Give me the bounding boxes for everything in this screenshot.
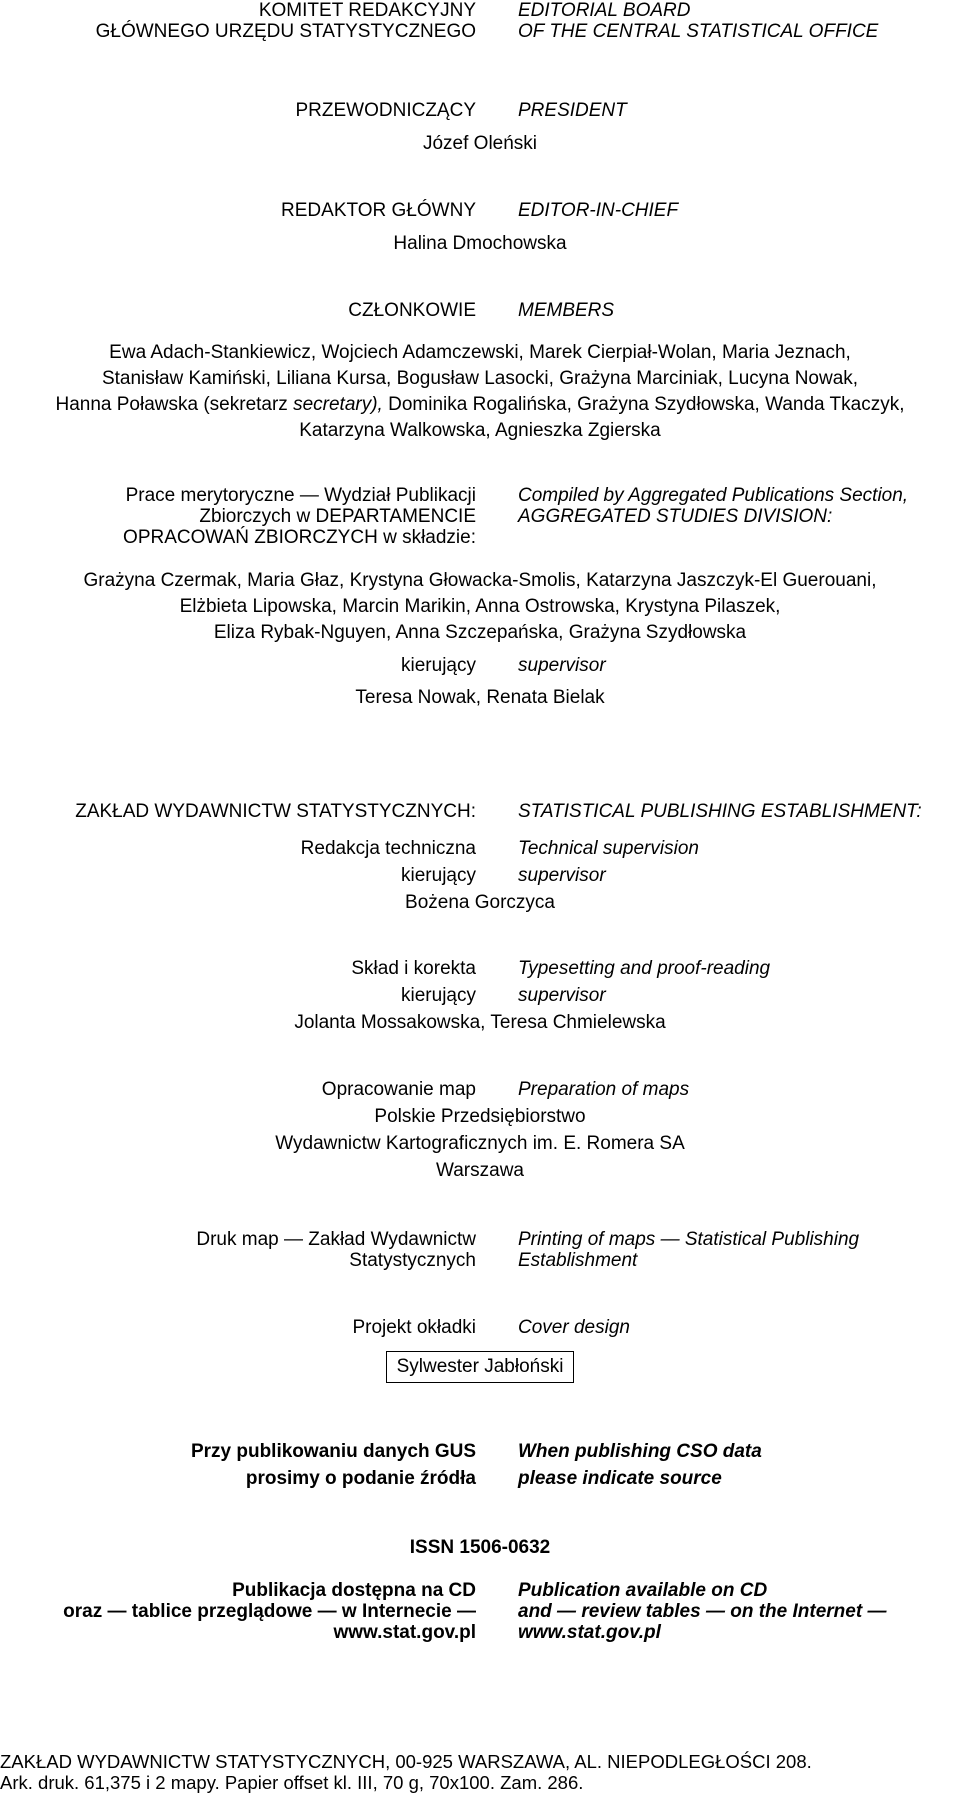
compiled-pl-1: Prace merytoryczne — Wydział Publikacji (125, 485, 476, 506)
compiled-supervisor-en: supervisor (518, 655, 606, 676)
availability-en-1: Publication available on CD (518, 1580, 768, 1601)
members-line-3-start: Hanna Poławska (sekretarz (55, 394, 294, 415)
establishment-pl: ZAKŁAD WYDAWNICTW STATYSTYCZNYCH: (75, 801, 476, 822)
tech-label-pl: Redakcja techniczna (300, 838, 476, 859)
tech-label-en: Technical supervision (518, 838, 699, 859)
print-pl-2: Statystycznych (349, 1250, 476, 1271)
maps-line-2: Wydawnictw Kartograficznych im. E. Romera SA (275, 1133, 685, 1154)
cover-label-pl: Projekt okładki (352, 1317, 476, 1338)
cover-label-en: Cover design (518, 1317, 630, 1338)
availability-pl-2: oraz — tablice przeglądowe — w Internecie — (63, 1601, 476, 1622)
members-line-3-end: Dominika Rogalińska, Grażyna Szydłowska, Wanda Tkaczyk, (382, 394, 905, 415)
typeset-supervisor-pl: kierujący (401, 985, 476, 1006)
members-line-2: Stanisław Kamiński, Liliana Kursa, Bogusław Lasocki, Grażyna Marciniak, Lucyna Nowak, (101, 368, 859, 389)
president-name: Józef Oleński (422, 133, 538, 154)
maps-line-1: Polskie Przedsiębiorstwo (374, 1106, 586, 1127)
print-pl-1: Druk map — Zakład Wydawnictw (196, 1229, 476, 1250)
members-label-pl: CZŁONKOWIE (348, 300, 476, 321)
availability-pl-1: Publikacja dostępna na CD (232, 1580, 476, 1601)
editor-name: Halina Dmochowska (393, 233, 567, 254)
board-title-en-1: EDITORIAL BOARD (518, 0, 691, 21)
notice-pl-2: prosimy o podanie źródła (245, 1468, 476, 1489)
establishment-en: STATISTICAL PUBLISHING ESTABLISHMENT: (518, 801, 922, 822)
editor-label-en: EDITOR-IN-CHIEF (518, 200, 679, 221)
president-label-en: PRESIDENT (518, 100, 627, 121)
print-en-1: Printing of maps — Statistical Publishing (518, 1229, 860, 1250)
availability-en-url[interactable]: www.stat.gov.pl (518, 1622, 661, 1643)
compiled-names-3: Eliza Rybak-Nguyen, Anna Szczepańska, Grażyna Szydłowska (213, 622, 747, 643)
president-label-pl: PRZEWODNICZĄCY (295, 100, 476, 121)
notice-en-2: please indicate source (518, 1468, 722, 1489)
secretary-label: secretary), (293, 394, 383, 415)
notice-en-1: When publishing CSO data (518, 1441, 762, 1462)
compiled-names-2: Elżbieta Lipowska, Marcin Marikin, Anna Ostrowska, Krystyna Pilaszek, (179, 596, 781, 617)
print-en-2: Establishment (518, 1250, 638, 1271)
issn: ISSN 1506-0632 (409, 1537, 551, 1558)
board-title-pl-2: GŁÓWNEGO URZĘDU STATYSTYCZNEGO (95, 21, 476, 42)
availability-en-2: and — review tables — on the Internet — (518, 1601, 887, 1622)
notice-pl-1: Przy publikowaniu danych GUS (190, 1441, 476, 1462)
cover-designer-box (0, 1351, 960, 1383)
maps-label-en: Preparation of maps (518, 1079, 690, 1100)
members-line-1: Ewa Adach-Stankiewicz, Wojciech Adamczewski, Marek Cierpiał-Wolan, Maria Jeznach, (109, 342, 851, 363)
board-title-en-2: OF THE CENTRAL STATISTICAL OFFICE (518, 21, 879, 42)
compiled-supervisor-names: Teresa Nowak, Renata Bielak (355, 687, 605, 708)
maps-line-3: Warszawa (436, 1160, 524, 1181)
footer-line-1: ZAKŁAD WYDAWNICTW STATYSTYCZNYCH, 00-925 WARSZAWA, AL. NIEPODLEGŁOŚCI 208. (0, 1751, 812, 1772)
compiled-names-1: Grażyna Czermak, Maria Głaz, Krystyna Głowacka-Smolis, Katarzyna Jaszczyk-El Guerouani, (83, 570, 877, 591)
typeset-supervisor-en: supervisor (518, 985, 606, 1006)
editor-label-pl: REDAKTOR GŁÓWNY (281, 200, 476, 221)
typeset-names: Jolanta Mossakowska, Teresa Chmielewska (294, 1012, 666, 1033)
compiled-supervisor-pl: kierujący (401, 655, 476, 676)
availability-pl-url[interactable]: www.stat.gov.pl (333, 1622, 476, 1643)
footer-line-2: Ark. druk. 61,375 i 2 mapy. Papier offset kl. III, 70 g, 70x100. Zam. 286. (0, 1772, 584, 1793)
tech-supervisor-en: supervisor (518, 865, 606, 886)
tech-supervisor-pl: kierujący (401, 865, 476, 886)
members-label-en: MEMBERS (518, 300, 615, 321)
compiled-en-2: AGGREGATED STUDIES DIVISION: (518, 506, 833, 527)
board-title-pl-1: KOMITET REDAKCYJNY (258, 0, 476, 21)
cover-designer-name: Sylwester Jabłoński (386, 1351, 575, 1383)
members-line-4: Katarzyna Walkowska, Agnieszka Zgierska (299, 420, 661, 441)
typeset-label-pl: Skład i korekta (351, 958, 476, 979)
typeset-label-en: Typesetting and proof-reading (518, 958, 771, 979)
compiled-pl-2: Zbiorczych w DEPARTAMENCIE (199, 506, 476, 527)
maps-label-pl: Opracowanie map (321, 1079, 476, 1100)
members-line-3 (0, 394, 960, 415)
tech-name: Bożena Gorczyca (405, 892, 555, 913)
compiled-en-1: Compiled by Aggregated Publications Section, (518, 485, 909, 506)
compiled-pl-3: OPRACOWAŃ ZBIORCZYCH w składzie: (123, 527, 476, 548)
